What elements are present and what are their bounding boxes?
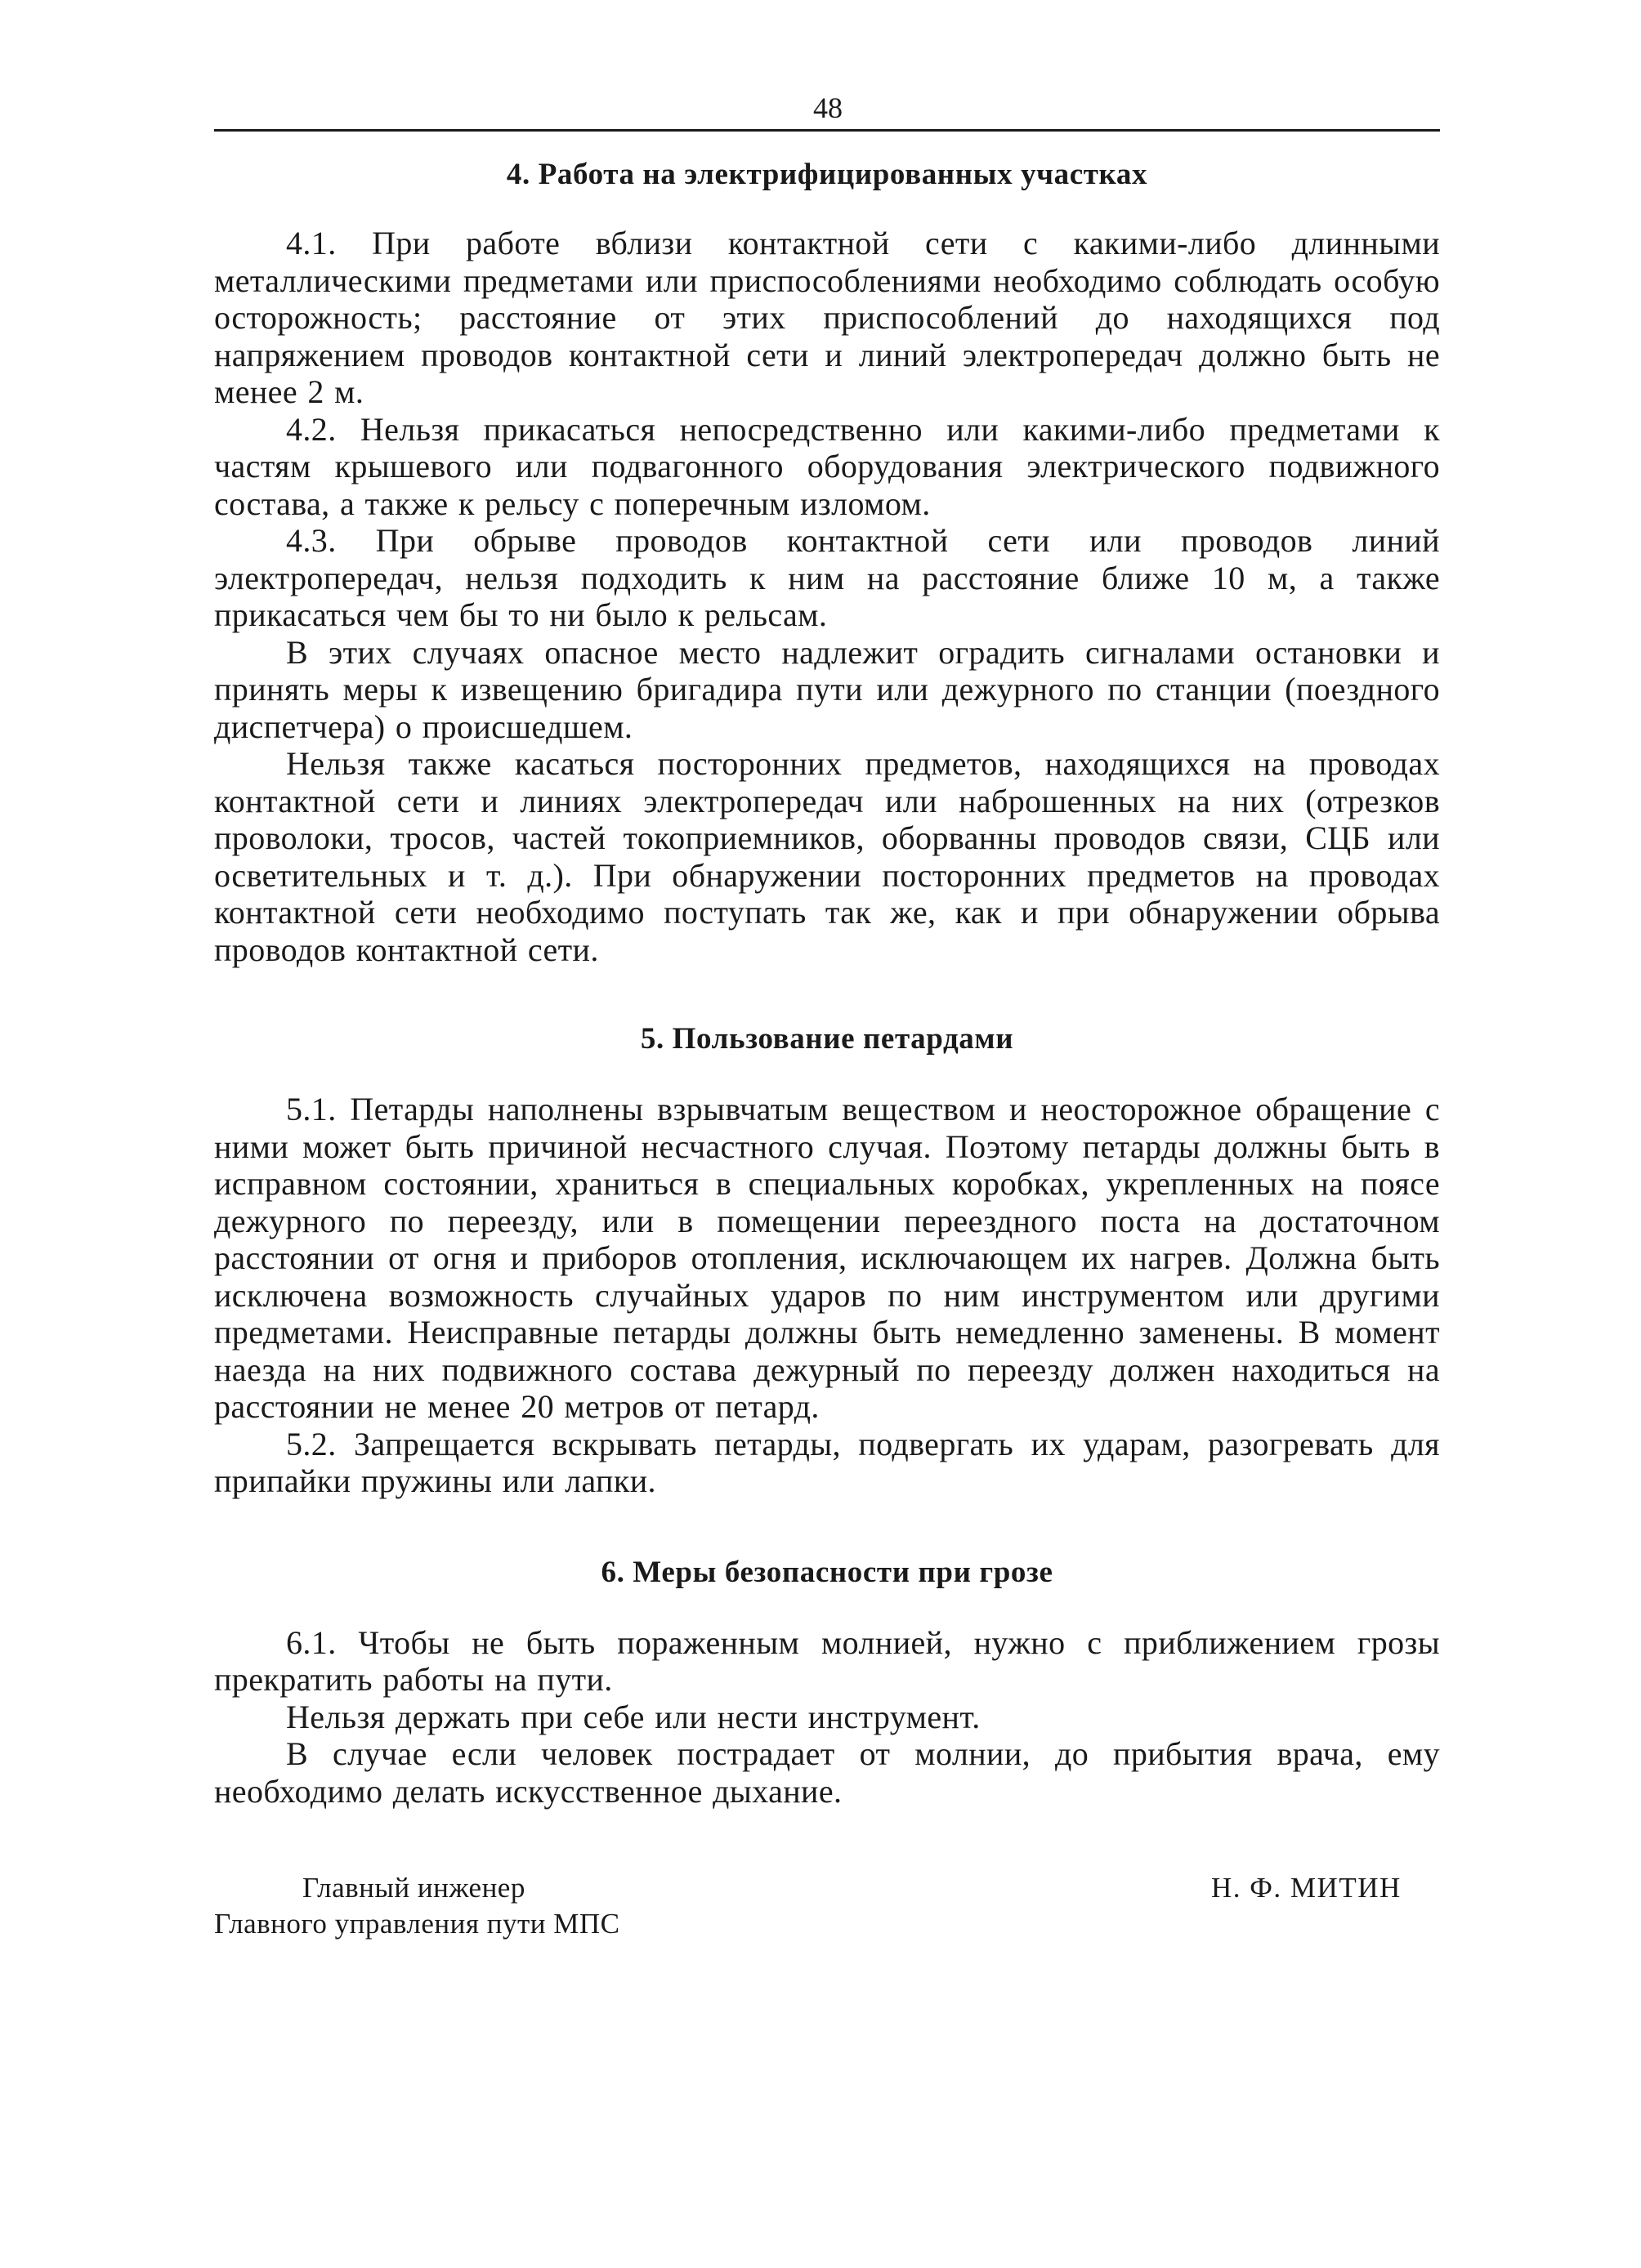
section-petards <box>214 1020 1440 1500</box>
document-page <box>214 90 1440 1960</box>
section-thunderstorm-safety <box>214 1554 1440 1810</box>
section-electrified-areas <box>214 156 1440 968</box>
paragraph: 4.3. При обрыве проводов контактной сети или проводов линий электропередач, нельзя подходить к ним на расстояние ближе 10 м, а также прикасаться чем бы то ни было к рельсам. <box>214 522 1440 633</box>
paragraph: 5.1. Петарды наполнены взрывчатым веществом и неосторожное обращение с ними может быть причиной несчастного случая. Поэтому петарды должны быть в исправном состоянии, храниться в специальных коробках, укрепленных на поясе дежурного по переезду, или в помещении переездного поста на достаточном расстоянии от огня и приборов отопления, исключающем их нагрев. Должна быть исключена возможность случайных ударов по ним инструментом или другими предметами. Неисправные петарды должны быть немедленно заменены. В момент наезда на них подвижного состава дежурный по переезду должен находиться на расстоянии не менее 20 метров от петард. <box>214 1091 1440 1425</box>
paragraph: 4.2. Нельзя прикасаться непосредственно или какими-либо предметами к частям крышевого или подвагонного оборудования электрического подвижного состава, а также к рельсу с поперечным изломом. <box>214 410 1440 522</box>
signatory-title <box>214 1870 619 1942</box>
paragraph: 5.2. Запрещается вскрывать петарды, подвергать их ударам, разогревать для припайки пружины или лапки. <box>214 1425 1440 1499</box>
paragraph: В этих случаях опасное место надлежит оградить сигналами остановки и принять меры к извещению бригадира пути или дежурного по станции (поездного диспетчера) о происшедшем. <box>214 633 1440 745</box>
section-heading: 6. Меры безопасности при грозе <box>601 1555 1053 1589</box>
paragraph: В случае если человек пострадает от молнии, до прибытия врача, ему необходимо делать искусственное дыхание. <box>214 1735 1440 1810</box>
page-number: 48 <box>813 92 843 124</box>
paragraph: 4.1. При работе вблизи контактной сети с какими-либо длинными металлическими предметами или приспособлениями необходимо соблюдать особую осторожность; расстояние от этих приспособлений до находящихся под напряжением проводов контактной сети и линий электропередач должно быть не менее 2 м. <box>214 225 1440 410</box>
signature-block <box>214 1870 1440 1960</box>
signatory-name: Н. Ф. МИТИН <box>1211 1872 1402 1904</box>
section-heading: 4. Работа на электрифицированных участках <box>506 158 1148 191</box>
signatory-role-line-2: Главного управления пути МПС <box>214 1908 620 1940</box>
paragraph: Нельзя держать при себе или нести инструмент. <box>286 1698 981 1735</box>
header-rule <box>214 129 1440 132</box>
paragraph: 6.1. Чтобы не быть пораженным молнией, нужно с приближением грозы прекратить работы на пути. <box>214 1623 1440 1698</box>
paragraph: Нельзя также касаться посторонних предметов, находящихся на проводах контактной сети и линиях электропередач или наброшенных на них (отрезков проволоки, тросов, частей токоприемников, оборванны проводов связи, СЦБ или осветительных и т. д.). При обнаружении посторонних предметов на проводах контактной сети необходимо поступать так же, как и при обнаружении обрыва проводов контактной сети. <box>214 745 1440 968</box>
signatory-role-line-1: Главный инженер <box>302 1872 525 1904</box>
section-heading: 5. Пользование петардами <box>640 1022 1014 1056</box>
